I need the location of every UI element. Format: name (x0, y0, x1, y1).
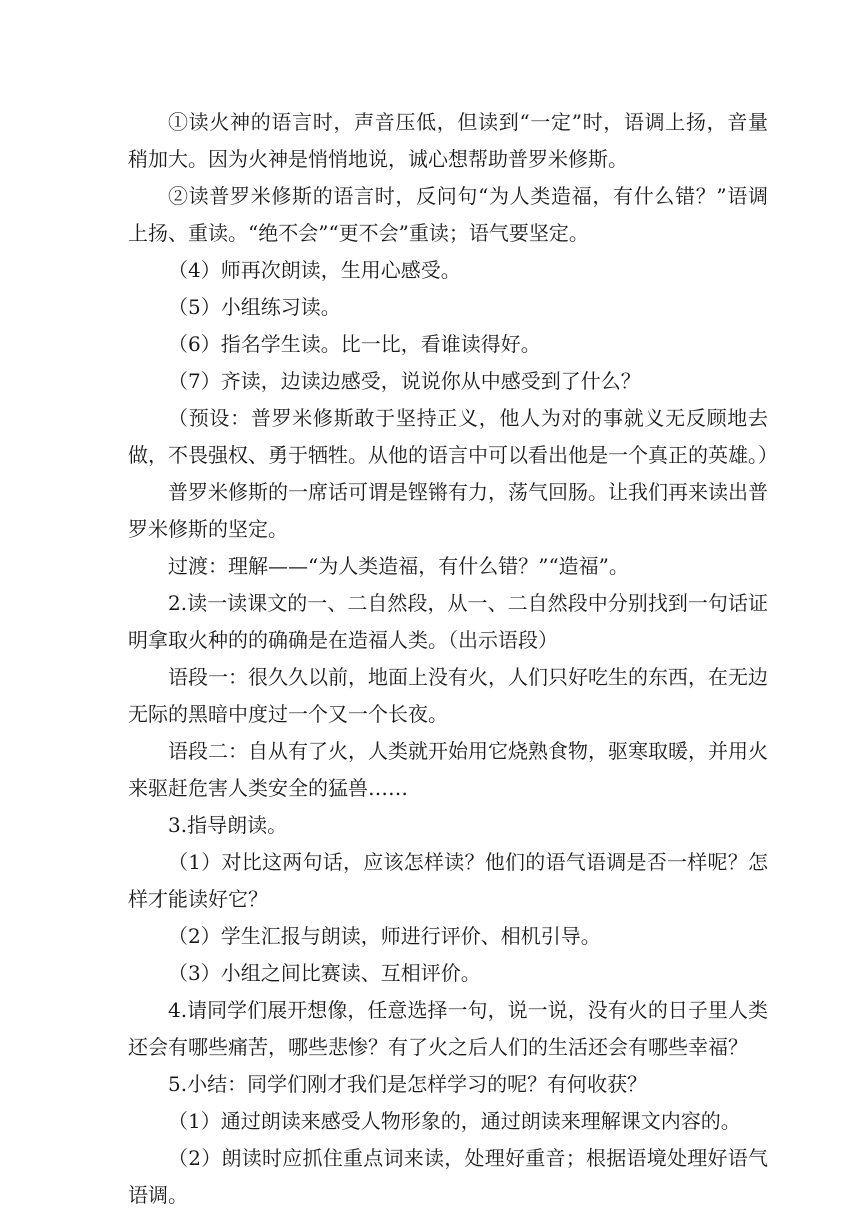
paragraph-preset: （预设：普罗米修斯敢于坚持正义，他人为对的事就义无反顾地去做，不畏强权、勇于牺牲。从他的语言中可以看出他是一个真正的英雄。） (128, 406, 778, 467)
paragraph-section-2: 2.读一读课文的一、二自然段，从一、二自然段中分别找到一句话证明拿取火种的的确确是在造福人类。（出示语段） (128, 591, 768, 652)
paragraph-step-6: （6）指名学生读。比一比，看谁读得好。 (168, 332, 541, 356)
paragraph-step-4: （4）师再次朗读，生用心感受。 (168, 258, 461, 282)
paragraph-transition: 过渡：理解——“为人类造福，有什么错？”“造福”。 (168, 554, 629, 578)
paragraph-section-3: 3.指导朗读。 (168, 813, 288, 837)
paragraph-section-5: 5.小结：同学们刚才我们是怎样学习的呢？有何收获？ (168, 1072, 648, 1096)
document-body (128, 104, 778, 1214)
paragraph-excerpt-1: 语段一：很久久以前，地面上没有火，人们只好吃生的东西，在无边无际的黑暗中度过一个又一个长夜。 (128, 665, 768, 726)
paragraph-huoshen-reading: ①读火神的语言时，声音压低，但读到“一定”时，语调上扬，音量稍加大。因为火神是悄悄地说，诚心想帮助普罗米修斯。 (128, 110, 768, 171)
paragraph-section-3-item-2: （2）学生汇报与朗读，师进行评价、相机引导。 (168, 924, 601, 948)
paragraph-excerpt-2: 语段二：自从有了火，人类就开始用它烧熟食物，驱寒取暖，并用火来驱赶危害人类安全的猛兽…… (128, 739, 768, 800)
paragraph-summary-prometheus: 普罗米修斯的一席话可谓是铿锵有力，荡气回肠。让我们再来读出普罗米修斯的坚定。 (128, 480, 768, 541)
paragraph-section-3-item-3: （3）小组之间比赛读、互相评价。 (168, 961, 481, 985)
paragraph-step-7: （7）齐读，边读边感受，说说你从中感受到了什么？ (168, 369, 641, 393)
paragraph-section-5-item-2: （2）朗读时应抓住重点词来读，处理好重音；根据语境处理好语气语调。 (128, 1146, 768, 1207)
paragraph-section-3-item-1: （1）对比这两句话，应该怎样读？他们的语气语调是否一样呢？怎样才能读好它？ (128, 850, 768, 911)
paragraph-section-4: 4.请同学们展开想像，任意选择一句，说一说，没有火的日子里人类还会有哪些痛苦，哪些悲惨？有了火之后人们的生活还会有哪些幸福？ (128, 998, 768, 1059)
paragraph-step-5: （5）小组练习读。 (168, 295, 341, 319)
paragraph-prometheus-reading: ②读普罗米修斯的语言时，反问句“为人类造福，有什么错？”语调上扬、重读。“绝不会”“更不会”重读；语气要坚定。 (128, 184, 768, 245)
paragraph-section-5-item-1: （1）通过朗读来感受人物形象的，通过朗读来理解课文内容的。 (168, 1109, 741, 1133)
